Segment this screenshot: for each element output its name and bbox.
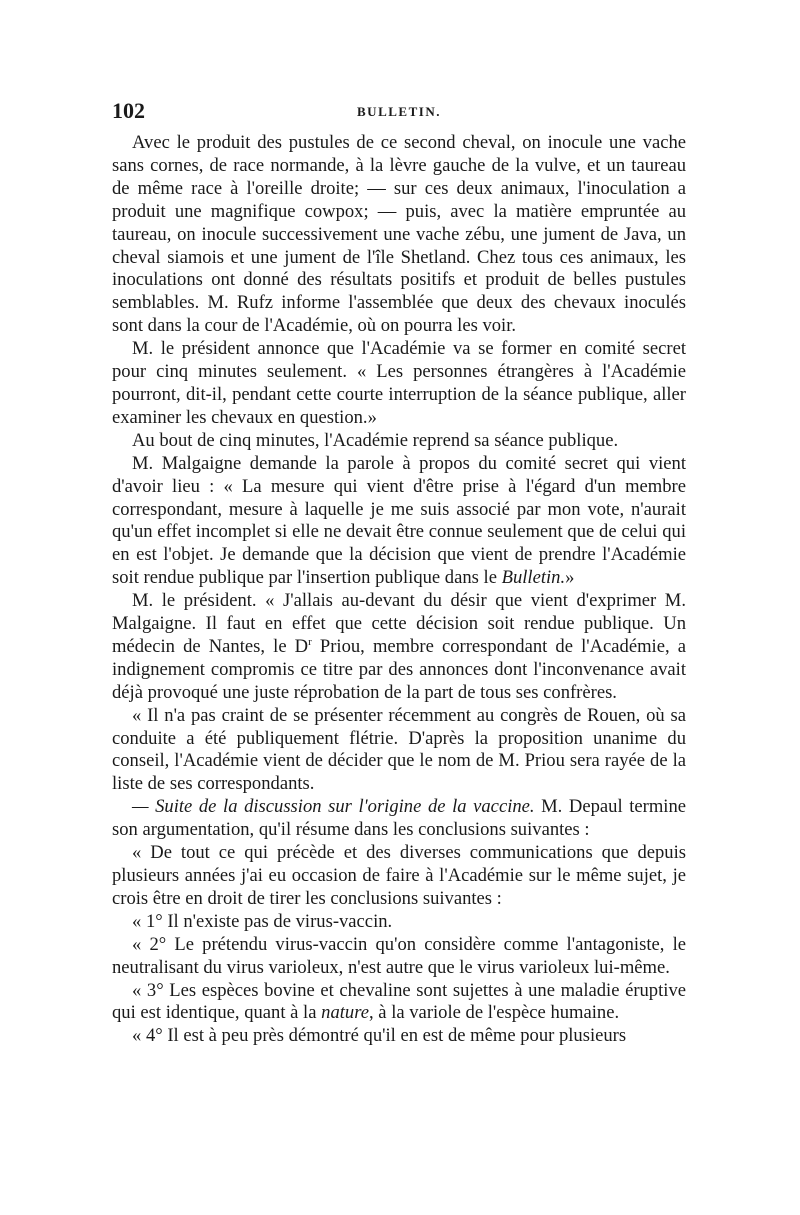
paragraph-text: Priou, membre correspondant de l'Académie, a indignement compromis ce titre par des annonces dont l'inconvenance avait déjà provoqué une juste réprobation de la part de tous ses confrères. [112, 635, 686, 703]
paragraph-text: « 2° Le prétendu virus-vaccin qu'on considère comme l'antagoniste, le neutralisant du virus varioleux, n'est autre que le virus varioleux lui-même. [112, 933, 686, 978]
paragraph-text: » [565, 567, 575, 589]
paragraph-text: , à la variole de l'espèce humaine. [369, 1002, 620, 1024]
paragraph-text: Au bout de cinq minutes, l'Académie reprend sa séance publique. [132, 429, 619, 451]
paragraph-text: « 1° Il n'existe pas de virus-vaccin. [132, 910, 393, 932]
conclusion-item-1 [112, 911, 686, 934]
paragraph-text: M. Malgaigne demande la parole à propos du comité secret qui vient d'avoir lieu : « La mesure qui vient d'être prise à l'égard d'un membre correspondant, mesure à laquelle je me suis associé par mon vote, n'aurait qu'un effet incomplet si elle ne devait être connue seulement que de celui qui en est l'objet. Je demande que la décision que vient de prendre l'Académie soit rendue publique par l'insertion publique dans le [112, 452, 686, 589]
paragraph-president-priou [112, 590, 686, 705]
nature-emphasis: nature [321, 1002, 369, 1024]
paragraph-text: M. le président. « J'allais au-devant du désir que vient d'exprimer M. Malgaigne. Il faut en effet que cette décision soit rendue publique. Un médecin de Nantes, le D [112, 590, 686, 657]
bulletin-title: Bulletin. [501, 567, 566, 589]
paragraph-text: « De tout ce qui précède et des diverses communications que depuis plusieurs années j'ai eu occasion de faire à l'Académie sur le même sujet, je crois être en droit de tirer les conclusions suivantes : [112, 842, 686, 909]
conclusion-item-4 [112, 1025, 686, 1048]
paragraph-malgaigne [112, 453, 686, 590]
paragraph-text: M. Depaul termine son argumentation, qu'il résume dans les conclusions suivantes : [112, 796, 686, 841]
paragraph-text: M. le président annonce que l'Académie va se former en comité secret pour cinq minutes seulement. « Les personnes étrangères à l'Académie pourront, dit-il, pendant cette courte interruption de la séance publique, aller examiner les chevaux en question.» [112, 338, 686, 428]
section-heading-italic: — Suite de la discussion sur l'origine de la vaccine. [132, 796, 535, 818]
doctor-superscript: r [308, 635, 312, 648]
header-title: BULLETIN. [357, 104, 441, 119]
paragraph-text: « 4° Il est à peu près démontré qu'il en est de même pour plusieurs [132, 1025, 627, 1047]
conclusion-item-2 [112, 934, 686, 980]
paragraph-suite-discussion [112, 796, 686, 842]
body-text [112, 132, 686, 1048]
running-header [112, 98, 686, 126]
paragraph-seance-reprend [112, 430, 686, 453]
paragraph-text: Avec le produit des pustules de ce second cheval, on inocule une vache sans cornes, de race normande, à la lèvre gauche de la vulve, et un taureau de même race à l'oreille droite; — sur ces deux animaux, l'inoculation a produit une magnifique cowpox; — puis, avec la matière empruntée au taureau, on inocule successivement une vache zébu, une jument de Java, un cheval siamois et une jument de l'île Shetland. Chez tous ces animaux, les inoculations ont donné des résultats positifs et produit de belles pustules semblables. M. Rufz informe l'assemblée que deux des chevaux inoculés sont dans la cour de l'Académie, où on pourra les voir. [112, 132, 686, 337]
paragraph-text: « Il n'a pas craint de se présenter récemment au congrès de Rouen, où sa conduite a été publiquement flétrie. D'après la proposition unanime du conseil, l'Académie vient de décider que le nom de M. Priou sera rayée de la liste de ses correspondants. [112, 704, 686, 795]
document-page [112, 98, 686, 1048]
paragraph-text: « 3° Les espèces bovine et chevaline sont sujettes à une maladie éruptive qui est identique, quant à la [112, 979, 686, 1024]
paragraph-congres-rouen [112, 705, 686, 797]
paragraph-cowpox-inoculation [112, 132, 686, 338]
paragraph-conclusions-intro [112, 842, 686, 911]
paragraph-comite-secret [112, 338, 686, 430]
page-number: 102 [112, 98, 145, 123]
conclusion-item-3 [112, 980, 686, 1026]
